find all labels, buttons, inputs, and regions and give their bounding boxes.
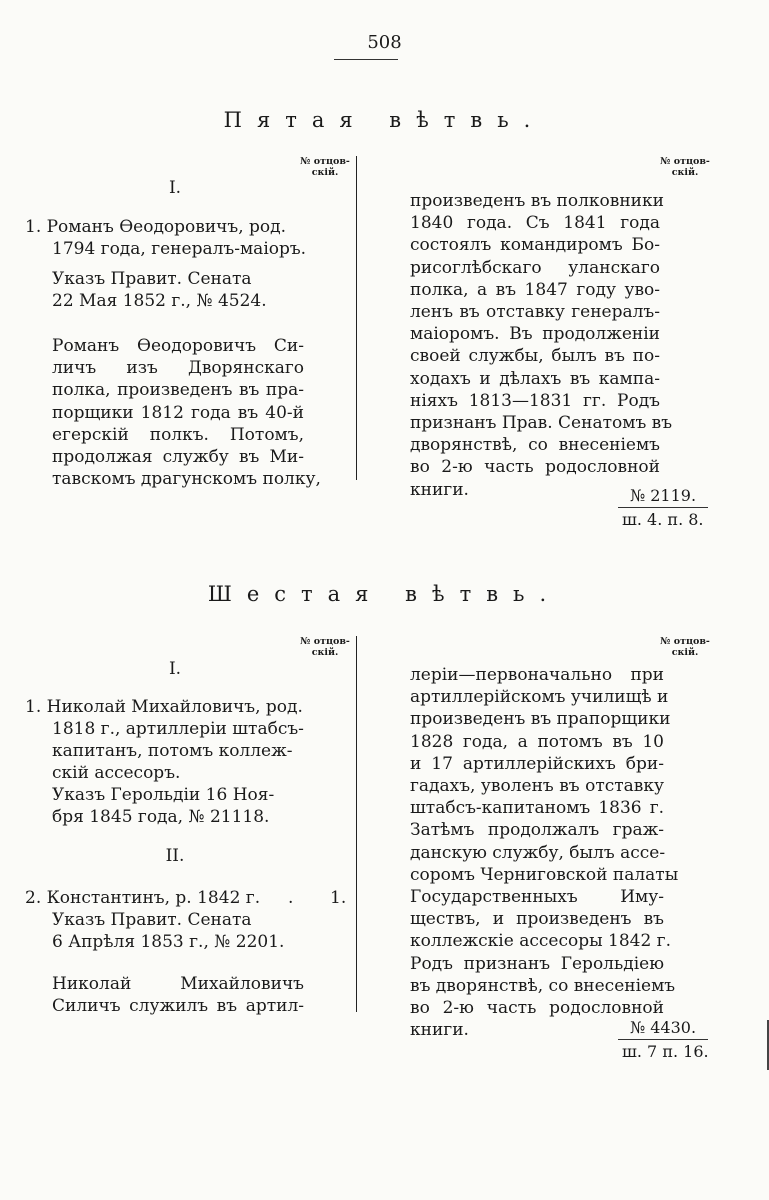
bio-line: Родъ признанъ Герольдіею [410, 953, 664, 974]
bio-line: полка, произведенъ въ пра- [52, 380, 304, 401]
sixth-reference-rule [618, 1039, 708, 1040]
sixth-decree2-line-2: 6 Апрѣля 1853 г., № 2201. [52, 932, 285, 952]
fifth-branch-title: Пятая вѣтвь. [223, 108, 546, 132]
bio-line: своей службы, былъ въ по- [410, 346, 660, 367]
bio-line: состоялъ командиромъ Бо- [410, 235, 660, 256]
bio-line: личъ изъ Дворянскаго [52, 358, 304, 379]
page-number-rule [334, 59, 398, 60]
sixth-biography-right [410, 664, 679, 1041]
bio-line: соромъ Черниговской палаты [410, 864, 679, 885]
bio-line: артиллерійскомъ училищѣ и [410, 687, 669, 708]
bio-line: полка, а въ 1847 году уво- [410, 279, 660, 300]
sixth-entry1-line-3: капитанъ, потомъ коллеж- [52, 741, 293, 761]
bio-line: произведенъ въ прапорщики [410, 709, 671, 730]
sixth-entry2-father-number: 1. [330, 888, 347, 908]
fifth-column-divider [356, 156, 357, 480]
fifth-left-column-header: № отцов- скій. [300, 156, 350, 178]
sixth-decree1-line-1: Указъ Герольдіи 16 Ноя- [52, 785, 275, 805]
bio-line: книги. [410, 1020, 469, 1041]
sixth-entry1-line-2: 1818 г., артиллеріи штабсъ- [52, 719, 304, 739]
page-number: 508 [367, 32, 402, 53]
bio-line: Затѣмъ продолжалъ граж- [410, 820, 664, 841]
fifth-entry-line-2: 1794 года, генералъ-маіоръ. [52, 239, 307, 259]
sixth-entry2-line-1: 2. Константинъ, р. 1842 г. [25, 888, 261, 908]
sixth-entry1-line-1: 1. Николай Михайловичъ, род. [25, 697, 303, 717]
bio-line: рисоглѣбскаго уланскаго [410, 257, 660, 278]
bio-line: признанъ Прав. Сенатомъ въ [410, 413, 673, 434]
bio-line: во 2-ю часть родословной [410, 998, 664, 1019]
fifth-reference-number: № 2119. [630, 486, 697, 505]
bio-line: леріи—первоначально при [410, 665, 664, 685]
bio-line: дворянствѣ, со внесеніемъ [410, 435, 660, 456]
fifth-decree-line-2: 22 Мая 1852 г., № 4524. [52, 291, 267, 311]
sixth-biography-left [52, 973, 304, 1017]
bio-line: коллежскіе ассесоры 1842 г. [410, 931, 671, 952]
sixth-decree1-line-2: бря 1845 года, № 21118. [52, 807, 270, 827]
bio-line: произведенъ въ полковники [410, 191, 664, 211]
fifth-reference-location: ш. 4. п. 8. [622, 510, 704, 529]
bio-line: Силичъ служилъ въ артил- [52, 996, 304, 1017]
sixth-decree2-line-1: Указъ Правит. Сената [52, 910, 252, 930]
bio-line: Николай Михайловичъ [52, 974, 304, 994]
bio-line: штабсъ-капитаномъ 1836 г. [410, 798, 664, 819]
bio-line: 1840 года. Съ 1841 года [410, 213, 660, 234]
bio-line: во 2-ю часть родословной [410, 457, 660, 478]
bio-line: въ дворянствѣ, со внесеніемъ [410, 975, 676, 996]
sixth-entry2-leader-dot: . [288, 888, 294, 908]
bio-line: гадахъ, уволенъ въ отставку [410, 776, 664, 797]
bio-line: ходахъ и дѣлахъ въ кампа- [410, 368, 660, 389]
bio-line: егерскій полкъ. Потомъ, [52, 424, 304, 445]
bio-line: книги. [410, 479, 469, 500]
bio-line: 1828 года, а потомъ въ 10 [410, 731, 664, 752]
fifth-decree-line-1: Указъ Правит. Сената [52, 269, 252, 289]
bio-line: продолжая службу въ Ми- [52, 447, 304, 468]
fifth-reference-rule [618, 507, 708, 508]
fifth-generation-heading: I. [168, 178, 182, 198]
bio-line: ществъ, и произведенъ въ [410, 909, 664, 930]
sixth-entry1-line-4: скій ассесоръ. [52, 763, 181, 783]
sixth-generation-2-heading: II. [165, 846, 185, 866]
sixth-reference-location: ш. 7 п. 16. [622, 1042, 709, 1061]
sixth-left-column-header: № отцов- скій. [300, 636, 350, 658]
sixth-reference-number: № 4430. [630, 1018, 697, 1037]
bio-line: порщики 1812 года въ 40-й [52, 402, 304, 423]
bio-line: ленъ въ отставку генералъ- [410, 302, 660, 323]
bio-line: данскую службу, былъ ассе- [410, 842, 666, 863]
bio-line: Романъ Өеодоровичъ Си- [52, 336, 304, 356]
sixth-column-divider [356, 636, 357, 1012]
fifth-right-column-header: № отцов- скій. [660, 156, 710, 178]
bio-line: ніяхъ 1813—1831 гг. Родъ [410, 390, 660, 411]
bio-line: Государственныхъ Иму- [410, 887, 664, 908]
fifth-entry-line-1: 1. Романъ Өеодоровичъ, род. [25, 217, 287, 237]
fifth-biography-left [52, 335, 321, 490]
bio-line: маіоромъ. Въ продолженіи [410, 324, 660, 345]
sixth-right-column-header: № отцов- скій. [660, 636, 710, 658]
bio-line: тавскомъ драгунскомъ полку, [52, 469, 321, 490]
sixth-generation-1-heading: I. [168, 659, 182, 679]
bio-line: и 17 артиллерійскихъ бри- [410, 753, 664, 774]
sixth-branch-title: Шестая вѣтвь. [207, 582, 562, 606]
